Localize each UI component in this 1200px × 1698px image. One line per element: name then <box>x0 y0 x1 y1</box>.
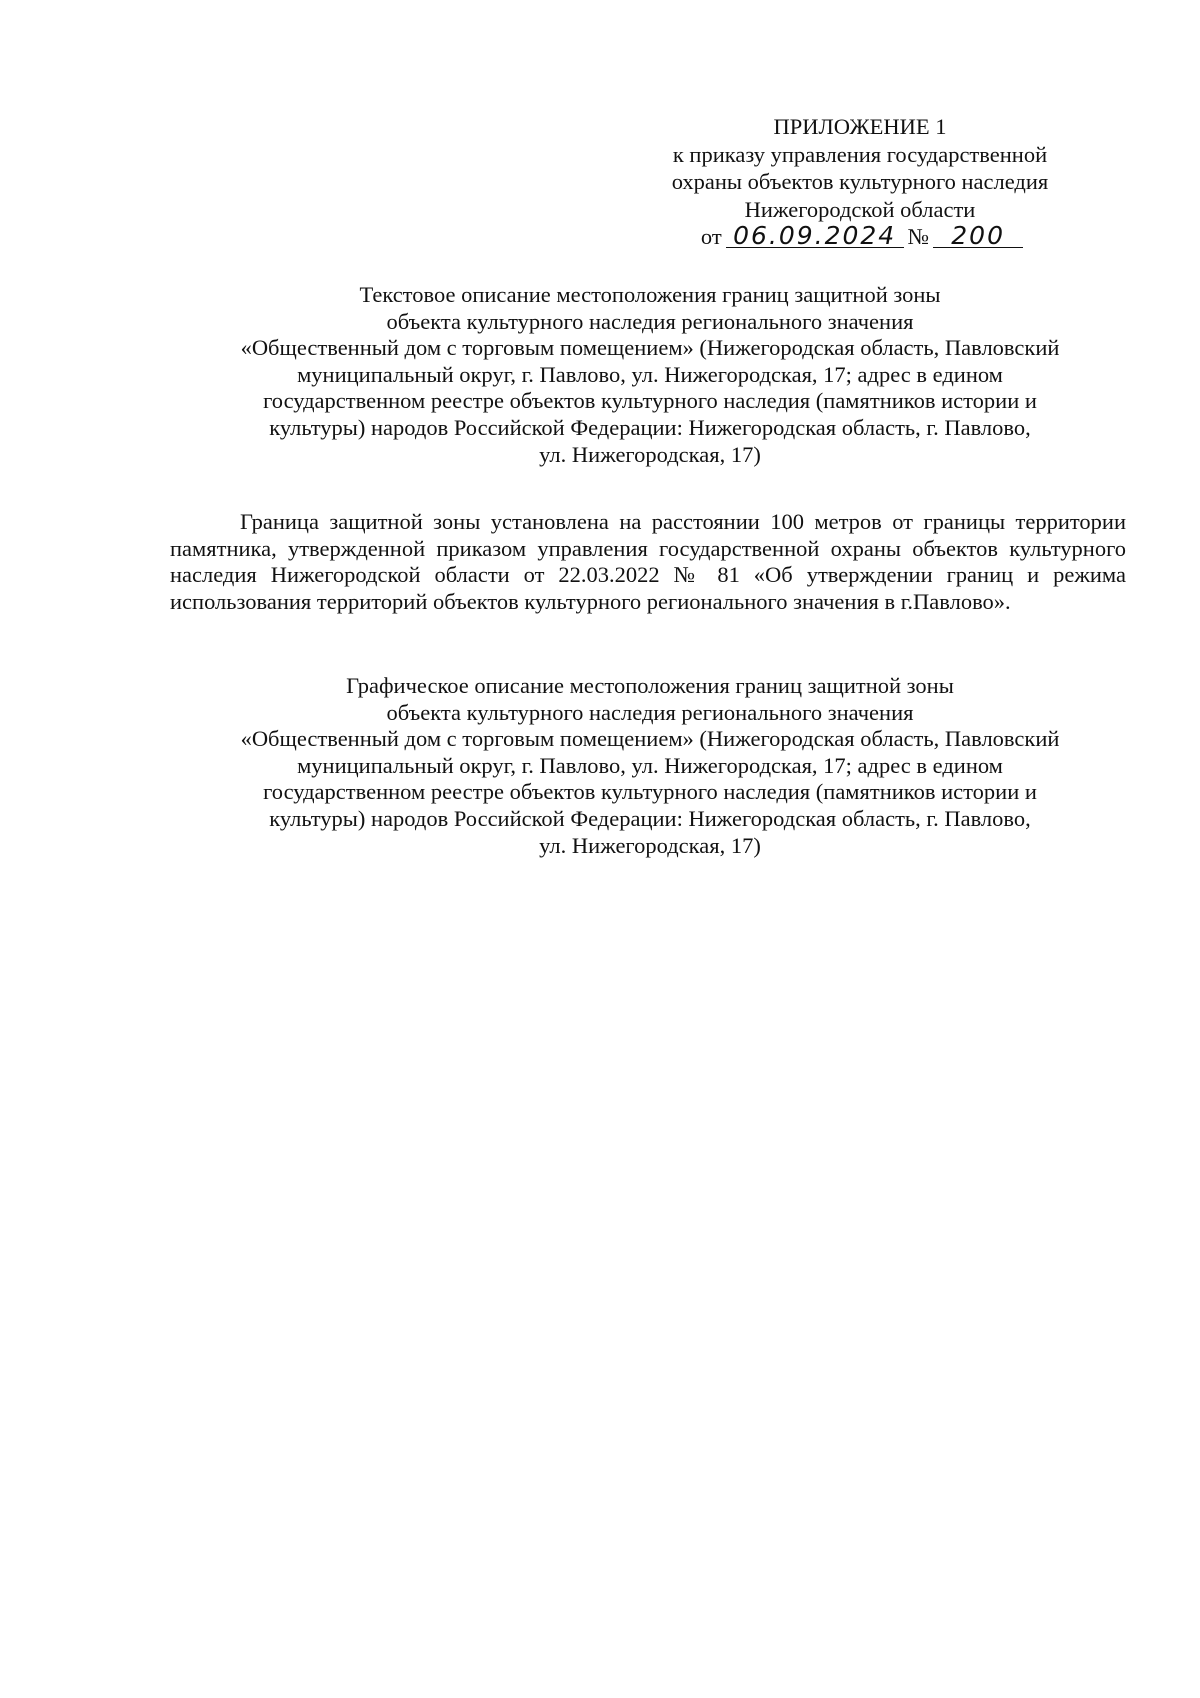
text-desc-line-5: государственном реестре объектов культурного наследия (памятников истории и <box>263 388 1037 414</box>
appendix-line-1: к приказу управления государственной <box>672 141 1048 167</box>
handwritten-date: 06.09.2024 <box>726 225 904 248</box>
graphic-desc-line-1: Графическое описание местоположения границ защитной зоны <box>346 673 954 698</box>
graphic-desc-line-2: объекта культурного наследия регионального значения <box>386 699 914 725</box>
date-prefix: от <box>700 224 722 249</box>
text-desc-line-4: муниципальный округ, г. Павлово, ул. Нижегородская, 17; адрес в едином <box>297 361 1003 387</box>
order-date-number <box>640 223 1080 251</box>
appendix-header <box>640 113 1080 251</box>
graphic-desc-line-7: ул. Нижегородская, 17) <box>539 832 761 858</box>
graphic-description-heading <box>170 673 1130 859</box>
text-desc-line-3: «Общественный дом с торговым помещением» (Нижегородская область, Павловский <box>240 335 1060 361</box>
appendix-line-3: Нижегородской области <box>744 196 976 222</box>
text-desc-line-1: Текстовое описание местоположения границ защитной зоны <box>359 282 941 307</box>
text-desc-line-6: культуры) народов Российской Федерации: Нижегородская область, г. Павлово, <box>269 414 1031 440</box>
handwritten-number: 200 <box>933 225 1023 248</box>
appendix-line-2: охраны объектов культурного наследия <box>671 169 1049 194</box>
text-description-heading <box>170 282 1130 468</box>
graphic-desc-line-6: культуры) народов Российской Федерации: Нижегородская область, г. Павлово, <box>269 805 1031 831</box>
text-desc-line-7: ул. Нижегородская, 17) <box>539 441 761 467</box>
body-paragraph: Граница защитной зоны установлена на расстоянии 100 метров от границы территории памятника, утвержденной приказом управления государственной охраны объектов культурного наследия Нижегородской области от 22.03.2022 № 81 «Об утверждении границ и режима использования территорий объектов культурного регионального значения в г.Павлово». <box>170 509 1126 614</box>
graphic-desc-line-4: муниципальный округ, г. Павлово, ул. Нижегородская, 17; адрес в едином <box>297 752 1003 778</box>
graphic-desc-line-3: «Общественный дом с торговым помещением» (Нижегородская область, Павловский <box>240 726 1060 752</box>
number-prefix: № <box>907 224 930 249</box>
appendix-title: ПРИЛОЖЕНИЕ 1 <box>773 114 947 139</box>
text-desc-line-2: объекта культурного наследия регионального значения <box>386 308 914 334</box>
graphic-desc-line-5: государственном реестре объектов культурного наследия (памятников истории и <box>263 779 1037 805</box>
